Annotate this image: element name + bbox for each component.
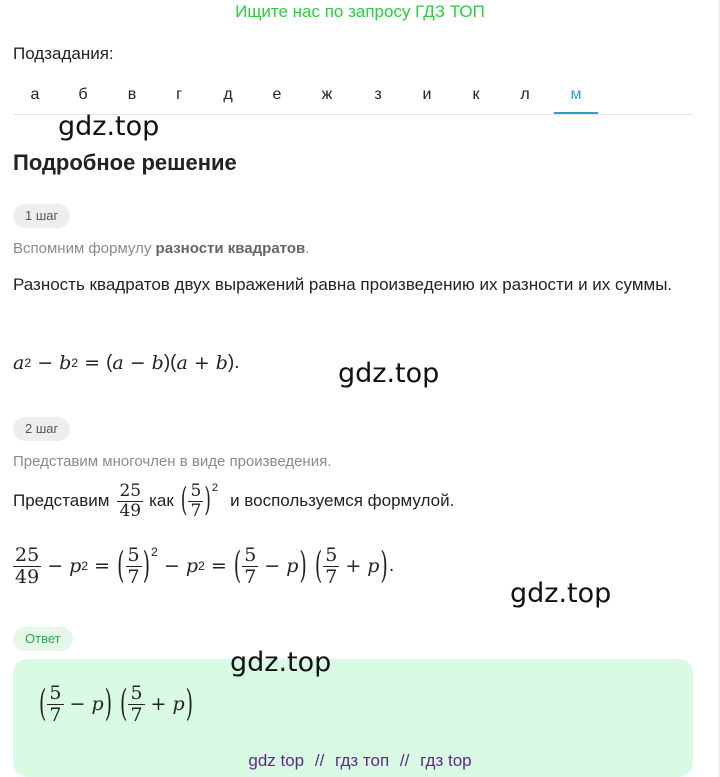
footer-link-gdz-top-ru[interactable]: гдз топ [335, 751, 390, 770]
step-1-text: Разность квадратов двух выражений равна произведению их разности и их суммы. [13, 275, 673, 294]
watermark: gdz.top [338, 358, 440, 389]
tab-v[interactable]: в [127, 86, 137, 103]
fraction-25-49: $\frac{25}{49}$ [119, 481, 142, 521]
tab-k[interactable]: к [472, 86, 480, 103]
footer-links [0, 751, 720, 771]
watermark: gdz.top [230, 647, 332, 678]
footer-separator: // [314, 751, 325, 770]
solution-heading: Подробное решение [13, 150, 237, 175]
step-2-hint: Представим многочлен в виде произведения. [13, 453, 332, 470]
step-1-badge: 1 шаг [13, 204, 70, 228]
tab-l[interactable]: л [520, 86, 530, 103]
answer-formula: ( $\frac{5}{7}$ − p ) ( $\frac{5}{7}$ + p ) [39, 682, 194, 726]
answer-badge: Ответ [13, 627, 73, 651]
tab-i[interactable]: и [422, 86, 432, 103]
promo-banner: Ищите нас по запросу ГДЗ ТОП [235, 2, 485, 21]
step-1-hint: Вспомним формулу разности квадратов. [13, 240, 310, 257]
step-2-text: Представим $\frac{25}{49}$ как ( $\frac{5}{7}$ ) $^2$ и воспользуемся формулой. [13, 481, 455, 521]
footer-separator: // [399, 751, 410, 770]
footer-link-gdz-top[interactable]: gdz top [248, 751, 305, 770]
watermark: gdz.top [510, 578, 612, 609]
footer-link-gdz-top-mixed[interactable]: гдз top [420, 751, 472, 770]
formula-factorization: $\frac{25}{49}$ − p 2 = ( $\frac{5}{7}$ ) $^2$ − p 2 = ( $\frac{5}{7}$ − p ) ( $\frac{5}{7}$ + p ) . [15, 544, 395, 588]
tab-b[interactable]: б [78, 86, 88, 103]
tab-a[interactable]: а [30, 86, 40, 103]
tab-m[interactable]: м [554, 78, 598, 114]
step-2-badge: 2 шаг [13, 417, 70, 441]
tab-z[interactable]: з [374, 86, 382, 103]
tab-zh[interactable]: ж [321, 86, 333, 103]
tab-g[interactable]: г [176, 86, 182, 103]
tab-e[interactable]: е [272, 86, 282, 103]
subtask-tabs [13, 78, 693, 115]
tab-d[interactable]: д [223, 86, 233, 103]
formula-difference-of-squares: a 2 − b 2 = ( a − b )( a + b ). [13, 352, 240, 374]
watermark: gdz.top [58, 111, 160, 142]
subtasks-label: Подзадания: [13, 44, 114, 63]
